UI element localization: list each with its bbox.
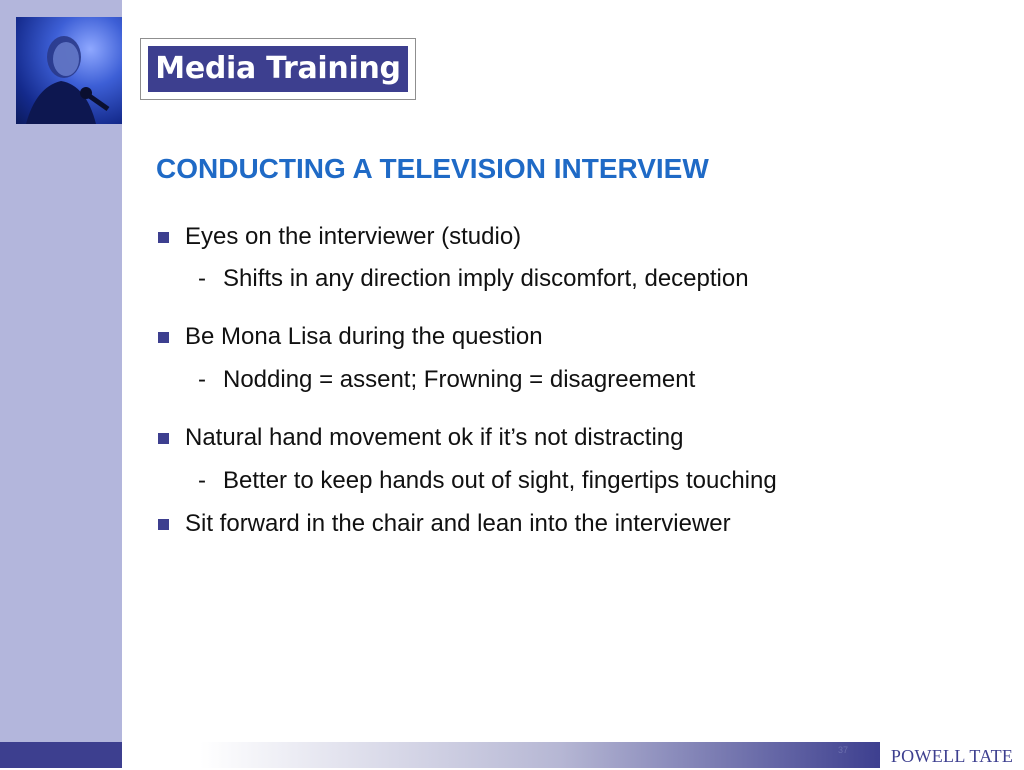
footer-gradient-bar xyxy=(0,742,880,768)
bullet-text: Eyes on the interviewer (studio) xyxy=(185,223,522,250)
bullet-item-1 xyxy=(158,222,521,252)
square-bullet-icon xyxy=(158,232,169,243)
bullet-text: Be Mona Lisa during the question xyxy=(185,323,543,350)
media-training-logo xyxy=(140,38,416,100)
square-bullet-icon xyxy=(158,519,169,530)
speaker-photo xyxy=(16,17,122,124)
sub-bullet-item-3 xyxy=(198,466,777,496)
logo-text: Media Training xyxy=(148,46,408,92)
bullet-item-3 xyxy=(158,423,683,453)
square-bullet-icon xyxy=(158,332,169,343)
sub-bullet-text: Nodding = assent; Frowning = disagreement xyxy=(223,366,696,393)
bullet-item-2 xyxy=(158,322,543,352)
sub-bullet-text: Shifts in any direction imply discomfort, deception xyxy=(223,265,749,292)
page-number: 37 xyxy=(838,745,849,755)
bullet-item-4 xyxy=(158,509,731,539)
dash-marker: - xyxy=(198,366,206,393)
slide-title: CONDUCTING A TELEVISION INTERVIEW xyxy=(156,153,709,184)
bullet-text: Natural hand movement ok if it’s not distracting xyxy=(185,424,684,451)
sub-bullet-item-1 xyxy=(198,264,749,294)
square-bullet-icon xyxy=(158,433,169,444)
dash-marker: - xyxy=(198,265,206,292)
bullet-text: Sit forward in the chair and lean into the interviewer xyxy=(185,510,731,537)
sub-bullet-text: Better to keep hands out of sight, fingertips touching xyxy=(223,467,777,494)
powell-tate-brand: POWELL TATE xyxy=(880,742,1024,768)
dash-marker: - xyxy=(198,467,206,494)
sub-bullet-item-2 xyxy=(198,365,695,395)
